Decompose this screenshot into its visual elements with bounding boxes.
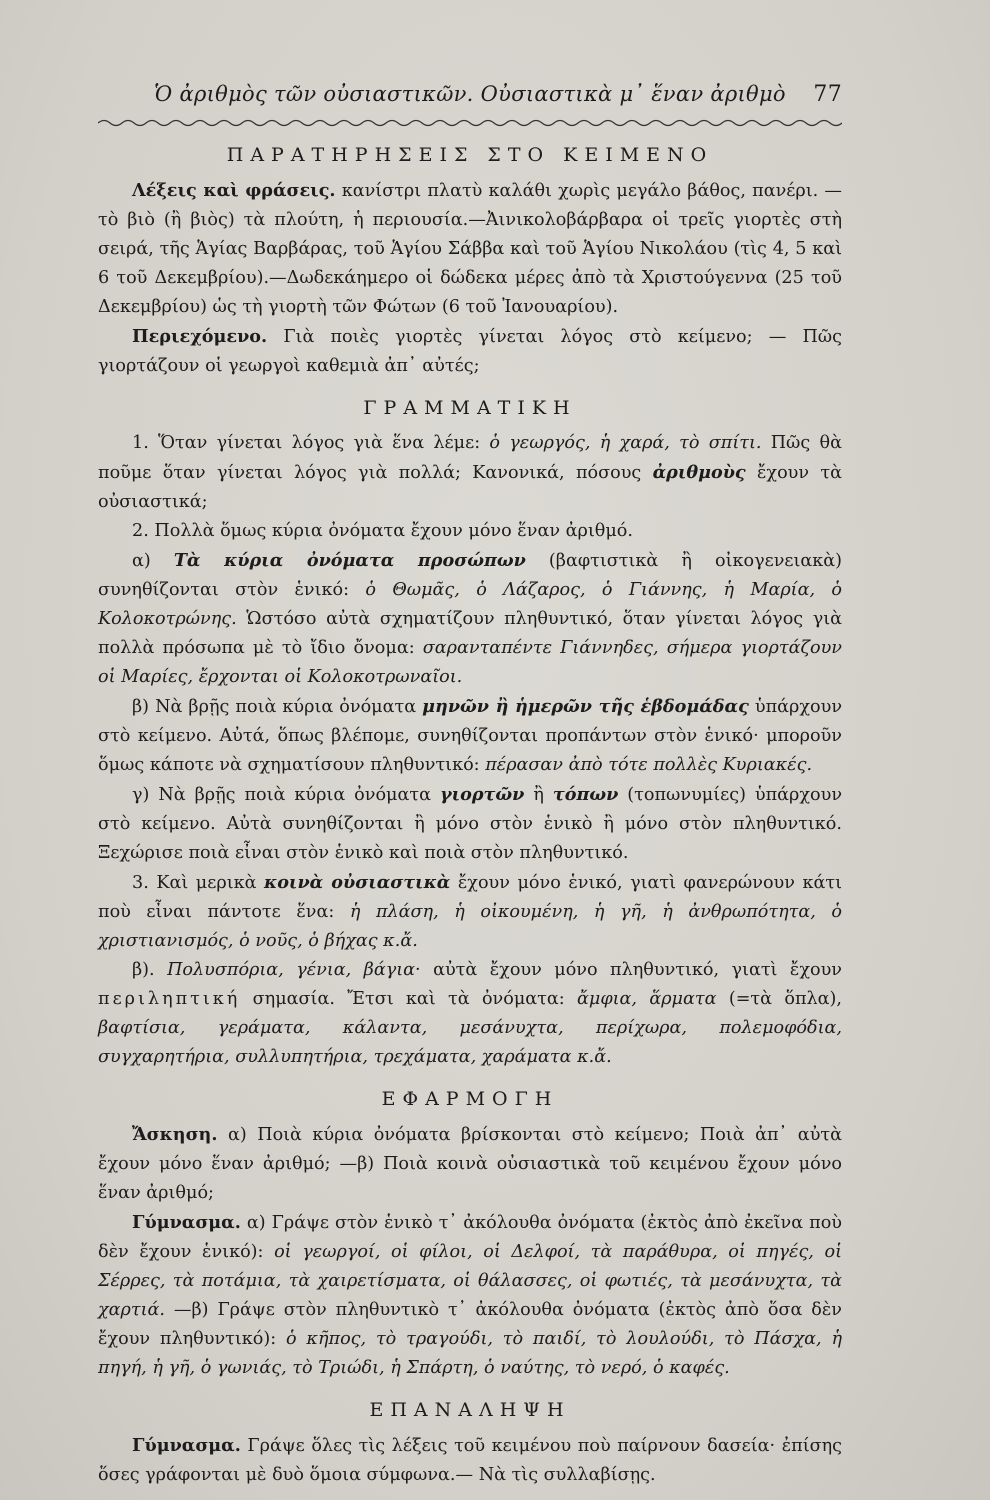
header-title: Ὁ ἀριθμὸς τῶν οὐσιαστικῶν. Οὐσιαστικὰ μ᾽ ἕναν ἀριθμὸ bbox=[154, 82, 786, 106]
application-askisi bbox=[98, 1120, 842, 1208]
text-lexeis: κανίστρι πλατὺ καλάθι χωρὶς μεγάλο βάθος, πανέρι. —τὸ βιὸ (ἢ βιὸς) τὰ πλούτη, ἡ περιουσία.—Ἀινικολοβάρβαρα οἱ τρεῖς γιορτὲς στὴ σειρά, τῆς Ἁγίας Βαρβάρας, τοῦ Ἁγίου Σάββα καὶ τοῦ Ἁγίου Νικολάου (τὶς 4, 5 καὶ 6 τοῦ Δεκεμβρίου).—Δωδεκάημερο οἱ δώδεκα μέρες ἀπὸ τὰ Χριστούγεννα (25 τοῦ Δεκεμβρίου) ὡς τὴ γιορτὴ τῶν Φώτων (6 τοῦ Ἰανουαρίου). bbox=[98, 181, 843, 317]
grammar-paragraph-2: 2. Πολλὰ ὅμως κύρια ὀνόματα ἔχουν μόνο ἕναν ἀριθμό. bbox=[132, 521, 633, 541]
text-run: 1. Ὅταν γίνεται λόγος γιὰ ἕνα λέμε: bbox=[132, 433, 481, 453]
examples: ἡ πλάση, ἡ οἰκουμένη, ἡ γῆ, ἡ ἀνθρωπότητα, ὁ χριστιανισμός, ὁ νοῦς, ὁ βήχας κ.ἄ. bbox=[98, 902, 842, 951]
examples: ἄμφια, ἅρματα bbox=[577, 989, 717, 1009]
repetition-gymnasma bbox=[98, 1431, 842, 1490]
emphasis: κοινὰ οὐσιαστικὰ bbox=[264, 872, 451, 893]
text-run: α) bbox=[132, 551, 151, 571]
section-title-repetition: ΕΠΑΝΑΛΗΨΗ bbox=[369, 1399, 571, 1421]
text-run: ἔχουν μόνο ἑνικό, γιατὶ φανερώνουν κάτι ποὺ εἶναι πάντοτε ἕνα: bbox=[98, 873, 842, 922]
grammar-paragraph-1 bbox=[98, 429, 842, 517]
text-run: Γράψε ὅλες τὶς λέξεις τοῦ κειμένου ποὺ παίρνουν δασεία· ἐπίσης ὅσες γράφονται μὲ δυὸ ὅμοια σύμφωνα.— Νὰ τὶς συλλαβίσῃς. bbox=[98, 1436, 843, 1485]
text-run: (βαφτιστικὰ ἢ οἰκογενειακὰ) συνηθίζονται στὸν ἑνικό: bbox=[98, 551, 843, 600]
section-title-application: ΕΦΑΡΜΟΓΗ bbox=[381, 1088, 559, 1110]
text-periexomeno: Γιὰ ποιὲς γιορτὲς γίνεται λόγος στὸ κείμενο; — Πῶς γιορτάζουν οἱ γεωργοὶ καθεμιὰ ἀπ᾽ αὐτές; bbox=[98, 327, 843, 376]
grammar-paragraph-a bbox=[98, 546, 842, 692]
emphasis: μηνῶν ἢ ἡμερῶν τῆς ἑβδομάδας bbox=[422, 696, 749, 717]
examples: οἱ γεωργοί, οἱ φίλοι, οἱ Δελφοί, τὰ παράθυρα, οἱ πηγές, οἱ Σέρρες, τὰ ποτάμια, τὰ χαιρετίσματα, οἱ θάλασσες, οἱ φωτιές, τὰ μεσάνυχτα, τὰ χαρτιά. bbox=[98, 1242, 843, 1320]
application-gymnasma bbox=[98, 1208, 842, 1383]
text-run: σημασία. Ἔτσι καὶ τὰ ὀνόματα: bbox=[252, 989, 565, 1009]
examples: βαφτίσια, γεράματα, κάλαντα, μεσάνυχτα, περίχωρα, πολεμοφόδια, συγχαρητήρια, συλλυπητήρια, τρεχάματα, χαράματα κ.ἄ. bbox=[98, 1018, 842, 1067]
examples: ὁ Θωμᾶς, ὁ Λάζαρος, ὁ Γιάννης, ἡ Μαρία, ὁ Κολοκοτρώνης. bbox=[98, 580, 842, 629]
examples: Πολυσπόρια, γένια, βάγια· bbox=[167, 960, 421, 980]
grammar-paragraph-3 bbox=[98, 868, 842, 956]
paragraph-lexeis bbox=[98, 176, 842, 322]
paragraph-periexomeno bbox=[98, 322, 842, 381]
examples: ὁ γεωργός, ἡ χαρά, τὸ σπίτι. bbox=[489, 433, 762, 453]
text-run: α) Γράψε στὸν ἑνικὸ τ᾽ ἀκόλουθα ὀνόματα (ἐκτὸς ἀπὸ ἐκεῖνα ποὺ δὲν ἔχουν ἑνικό): bbox=[98, 1213, 842, 1262]
grammar-paragraph-c bbox=[98, 780, 842, 868]
wavy-rule bbox=[98, 118, 842, 128]
text-run: 3. Καὶ μερικὰ bbox=[132, 873, 257, 893]
page-number: 77 bbox=[813, 82, 842, 107]
text-run: α) Ποιὰ κύρια ὀνόματα βρίσκονται στὸ κείμενο; Ποιὰ ἀπ᾽ αὐτὰ ἔχουν μόνο ἕναν ἀριθμό; —β) Ποιὰ κοινὰ οὐσιαστικὰ τοῦ κειμένου ἔχουν μόνο ἕναν ἀριθμό; bbox=[98, 1125, 843, 1203]
label-lexeis: Λέξεις καὶ φράσεις. bbox=[132, 180, 336, 201]
text-run: —β) Γράψε στὸν πληθυντικὸ τ᾽ ἀκόλουθα ὀνόματα (ἐκτὸς ἀπὸ ὅσα δὲν ἔχουν πληθυντικό): bbox=[98, 1300, 842, 1349]
running-header bbox=[98, 82, 842, 118]
text-run: αὐτὰ ἔχουν μόνο πληθυντικό, γιατὶ ἔχουν bbox=[433, 960, 842, 980]
label-gymnasma: Γύμνασμα. bbox=[132, 1435, 241, 1456]
text-run: γ) Νὰ βρῇς ποιὰ κύρια ὀνόματα bbox=[132, 785, 431, 805]
text-run: Ὡστόσο αὐτὰ σχηματίζουν πληθυντικό, ὅταν γίνεται λόγος γιὰ πολλὰ πρόσωπα μὲ τὸ ἴδιο ὄνομα: bbox=[98, 609, 842, 658]
section-title-observations: ΠΑΡΑΤΗΡΗΣΕΙΣ ΣΤΟ ΚΕΙΜΕΝΟ bbox=[226, 144, 714, 166]
text-run: (τοπωνυμίες) ὑπάρχουν στὸ κείμενο. Αὐτὰ συνηθίζονται ἢ μόνο στὸν ἑνικὸ ἢ μόνο στὸν πληθυντικό. Ξεχώρισε ποιὰ εἶναι στὸν ἑνικὸ καὶ ποιὰ στὸν πληθυντικό. bbox=[98, 785, 843, 863]
label-periexomeno: Περιεχόμενο. bbox=[132, 326, 268, 347]
text-run: ἢ bbox=[533, 785, 544, 805]
text-run: (=τὰ ὅπλα), bbox=[728, 989, 843, 1009]
text-run: β) Νὰ βρῇς ποιὰ κύρια ὀνόματα bbox=[132, 697, 417, 717]
emphasis: ἀριθμοὺς bbox=[652, 462, 746, 483]
emphasis: τόπων bbox=[552, 784, 619, 805]
label-askisi: Ἄσκηση. bbox=[132, 1124, 218, 1145]
examples: σαρανταπέντε Γιάννηδες, σήμερα γιορτάζουν οἱ Μαρίες, ἔρχονται οἱ Κολοκοτρωναῖοι. bbox=[98, 638, 843, 687]
text-run: ἔχουν τὰ οὐσιαστικά; bbox=[98, 463, 842, 512]
text-run: Πῶς θὰ ποῦμε ὅταν γίνεται λόγος γιὰ πολλά; Κανονικά, πόσους bbox=[98, 433, 842, 483]
label-gymnasma: Γύμνασμα. bbox=[132, 1212, 241, 1233]
emphasis: Τὰ κύρια ὀνόματα προσώπων bbox=[173, 550, 526, 571]
text-run: β). bbox=[132, 960, 155, 980]
spaced-word: περιληπτική bbox=[98, 989, 241, 1009]
examples: πέρασαν ἀπὸ τότε πολλὲς Κυριακές. bbox=[485, 755, 813, 775]
section-title-grammar: ΓΡΑΜΜΑΤΙΚΗ bbox=[363, 397, 577, 419]
text-run: ὑπάρχουν στὸ κείμενο. Αὐτά, ὅπως βλέπομε, συνηθίζονται προπάντων στὸν ἑνικό· μποροῦν ὅμως κάποτε νὰ σχηματίσουν πληθυντικό: bbox=[98, 697, 843, 775]
emphasis: γιορτῶν bbox=[439, 784, 525, 805]
grammar-paragraph-4 bbox=[98, 956, 842, 1072]
examples: ὁ κῆπος, τὸ τραγούδι, τὸ παιδί, τὸ λουλούδι, τὸ Πάσχα, ἡ πηγή, ἡ γῆ, ὁ γωνιάς, τὸ Τριώδι, ἡ Σπάρτη, ὁ ναύτης, τὸ νερό, ὁ καφές. bbox=[98, 1329, 843, 1378]
grammar-paragraph-b bbox=[98, 692, 842, 780]
